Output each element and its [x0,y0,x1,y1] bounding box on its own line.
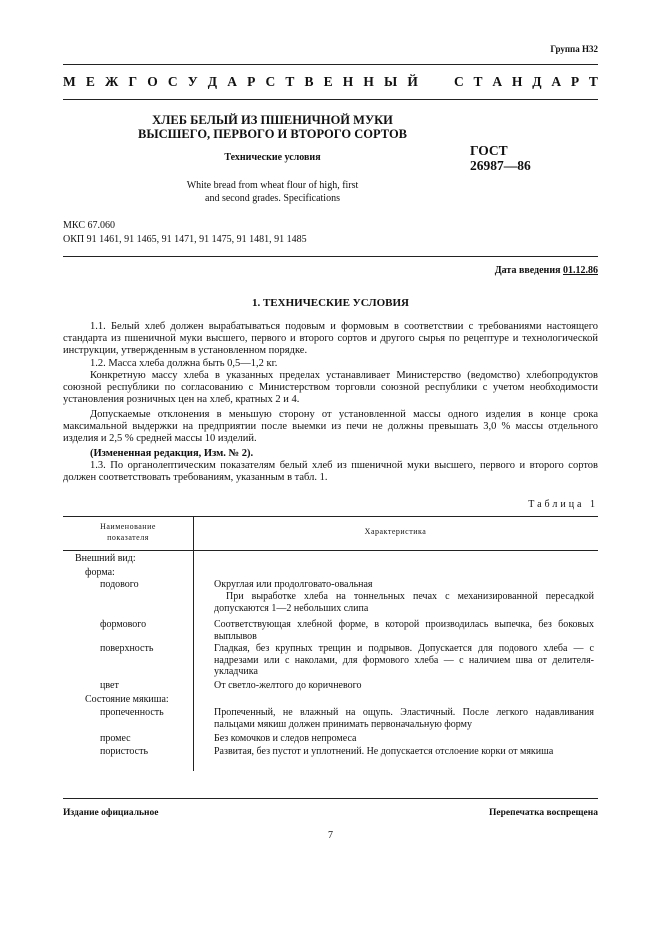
table-row-name: пористость [100,746,148,757]
table-row-name: цвет [100,680,119,691]
english-title-line-2: and second grades. Specifications [205,193,340,204]
table-row-name: формового [100,619,147,630]
official-edition: Издание официальное [63,808,159,818]
banner-letter: С [454,74,464,89]
banner-letter: А [551,74,562,89]
banner-letter: Т [285,74,295,89]
banner-letter: Р [570,74,580,89]
table-caption: Таблица 1 [528,499,598,510]
table-header-indicator [63,521,193,543]
top-rule [63,64,598,65]
banner-letter: Д [532,74,542,89]
banner-word-interstate [63,74,418,90]
effective-date [495,265,598,276]
banner-letter: С [265,74,276,89]
banner-letter: С [167,74,178,89]
banner-letter: А [227,74,237,89]
banner-letter: Д [207,74,218,89]
section-heading: 1. ТЕХНИЧЕСКИЕ УСЛОВИЯ [251,297,410,309]
title-line-2: ВЫСШЕГО, ПЕРВОГО И ВТОРОГО СОРТОВ [137,127,408,141]
banner-letter: У [187,74,198,89]
table-header-characteristic: Характеристика [364,527,427,536]
table-row-name: Внешний вид: [75,553,136,564]
banner-letter: Т [473,74,483,89]
paragraph-1-3: 1.3. По органолептическим показателям белый хлеб из пшеничной муки высшего, первого и второго сортов должен соответствовать требованиям, указанным в табл. 1. [63,460,598,483]
page-number: 7 [328,830,333,841]
banner-letter: Е [85,74,95,89]
group-code: Группа Н32 [550,44,598,54]
banner-letter: Ж [105,74,119,89]
banner-letter: Н [511,74,523,89]
table-row-value: Без комочков и следов непромеса [214,733,357,744]
table-row-name: форма: [85,567,115,578]
banner-letter: Ы [384,74,398,89]
table-row-value: При выработке хлеба на тоннельных печах с механизированной пересадкой допускаются 1—2 небольших слипа [214,591,594,614]
standard-banner [63,74,598,90]
codes-rule [63,256,598,257]
table-column-divider [193,516,194,771]
table-row-value: Соответствующая хлебной форме, в которой производилась выпечка, без боковых выплывов [214,619,594,642]
banner-letter: Т [588,74,598,89]
gost-label: ГОСТ [470,143,508,158]
banner-letter: М [63,74,76,89]
paragraph-deviation: Допускаемые отклонения в меньшую сторону от установленной массы одного изделия в конце срока максимальной выдержки на предприятии после выемки из печи не должны превышать 3,0 % массы отдельного изделия и 2,5 % средней массы 10 изделий. [63,409,598,444]
banner-letter: Н [342,74,354,89]
gost-number [470,143,580,173]
banner-rule [63,99,598,100]
table-row-value: Гладкая, без крупных трещин и подрывов. Допускается для подового хлеба — с надрезами или с наколами, для формового хлеба — с наличием шва от делителя-укладчика [214,643,594,677]
banner-letter: Е [323,74,333,89]
paragraph-1-1: 1.1. Белый хлеб должен вырабатываться подовым и формовым в соответствии с требованиями настоящего стандарта из пшеничной муки высшего, первого и второго сортов и другого сырья по рецептуре и технологической инструкции, утвержденным в установленном порядке. [63,321,598,356]
footer-rule [63,798,598,799]
table-row-value: Пропеченный, не влажный на ощупь. Эластичный. После легкого надавливания пальцами мякиш должен принимать первоначальную форму [214,707,594,730]
header-indicator-line-2: показателя [107,533,149,542]
amendment-note: (Измененная редакция, Изм. № 2). [90,448,254,459]
table-row-name: подового [100,579,139,590]
title-line-1: ХЛЕБ БЕЛЫЙ ИЗ ПШЕНИЧНОЙ МУКИ [152,113,393,127]
paragraph-mass: Конкретную массу хлеба в указанных пределах устанавливает Министерство (ведомство) хлебопродуктов союзной республики по согласованию с Министерством торговли союзной республики с учетом необходимости установления розничных цен на хлеб, кратных 2 и 4. [63,370,598,405]
classification-codes [63,219,307,247]
banner-letter: Н [363,74,374,89]
document-title [120,113,425,141]
reprint-prohibited: Перепечатка воспрещена [488,808,598,818]
table-row-name: поверхность [100,643,154,654]
banner-letter: Р [247,74,256,89]
banner-letter: О [147,74,158,89]
mks-code: МКС 67.060 [63,220,115,231]
document-subtitle: Технические условия [224,152,321,163]
table-row-value: Округлая или продолговато-овальная [214,579,373,590]
okp-codes: ОКП 91 1461, 91 1465, 91 1471, 91 1475, 91 1481, 91 1485 [63,234,307,245]
header-indicator-line-1: Наименование [100,522,156,531]
table-row-name: пропеченность [100,707,164,718]
effective-date-value: 01.12.86 [563,265,598,276]
table-row-name: Состояние мякиша: [85,694,169,705]
banner-letter: Г [128,74,138,89]
gost-code: 26987—86 [470,158,531,173]
banner-word-standard [454,74,598,90]
table-row-value: Развитая, без пустот и уплотнений. Не допускается отслоение корки от мякиша [214,746,554,757]
paragraph-1-2: 1.2. Масса хлеба должна быть 0,5—1,2 кг. [90,358,278,369]
table-row-name: промес [100,733,131,744]
effective-date-label: Дата введения [494,265,563,276]
banner-letter: А [492,74,503,89]
banner-letter: Й [407,74,418,89]
english-title-line-1: White bread from wheat flour of high, first [186,180,359,191]
banner-letter: В [304,74,314,89]
table-row-value: От светло-желтого до коричневого [214,680,362,691]
english-title [120,179,425,205]
